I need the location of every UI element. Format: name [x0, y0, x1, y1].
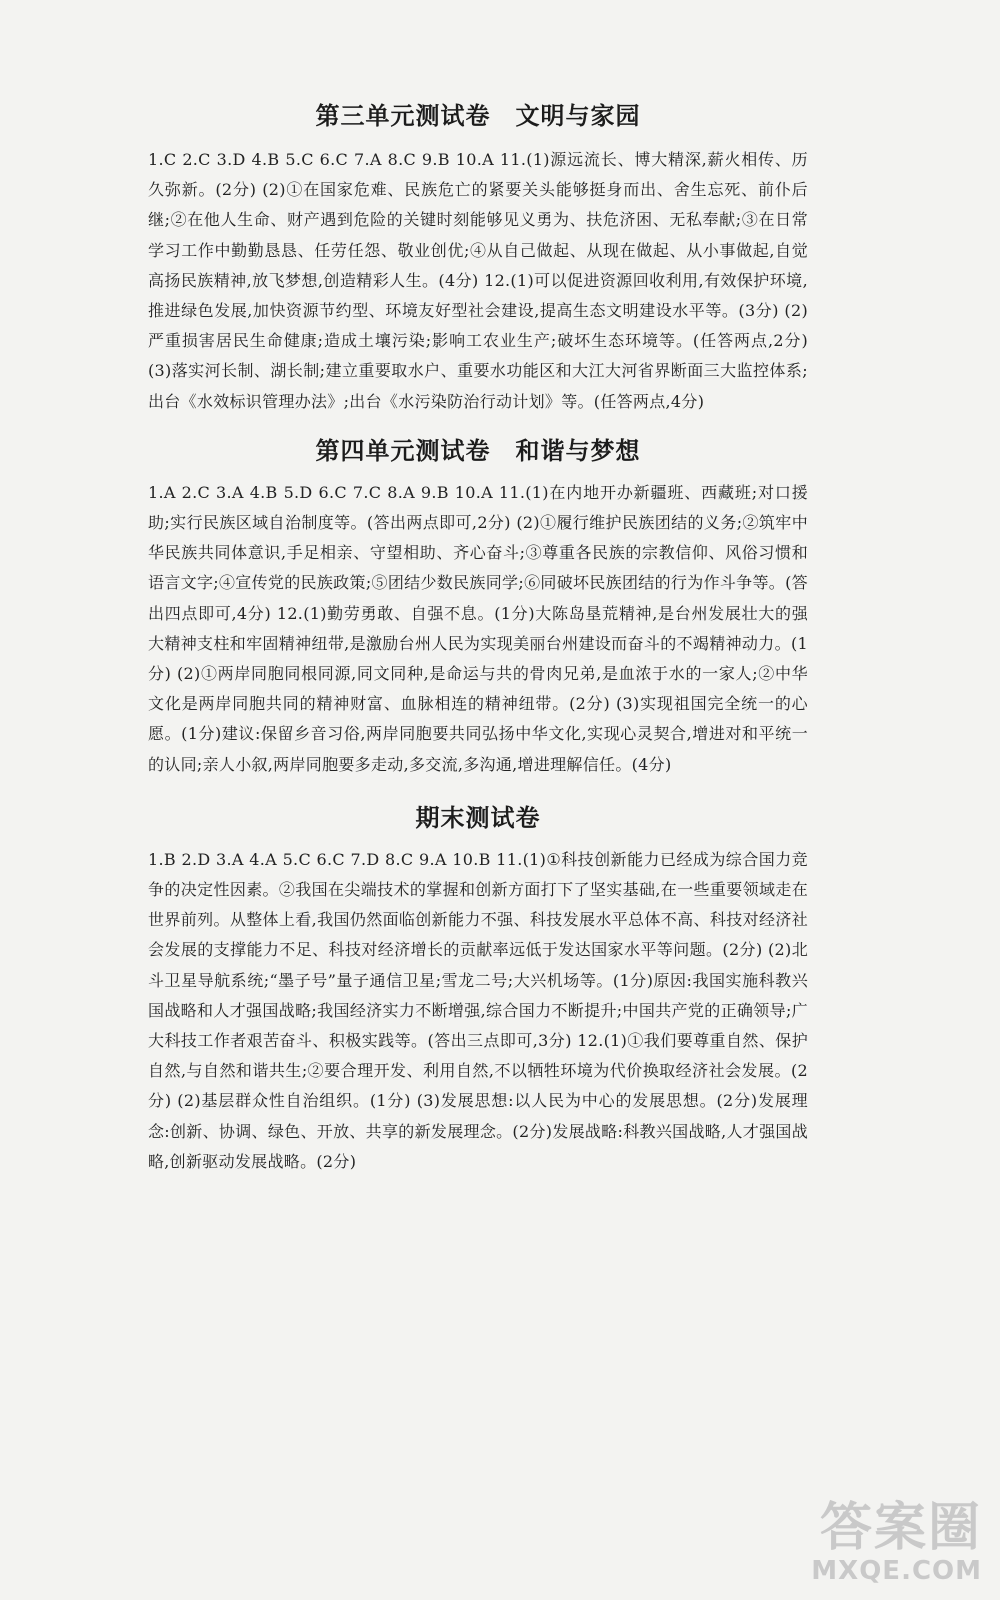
site-watermark: [811, 1500, 982, 1586]
unit-3-test-answers: 1.C 2.C 3.D 4.B 5.C 6.C 7.A 8.C 9.B 10.A 11.(1)源远流长、博大精深,薪火相传、历久弥新。(2分) (2)①在国家危难、民族危亡的紧要关头能够挺身而出、舍生忘死、前仆后继;②在他人生命、财产遇到危险的关键时刻能够见义勇为、扶危济困、无私奉献;③在日常学习工作中勤勤恳恳、任劳任怨、敬业创优;④从自己做起、从现在做起、从小事做起,自觉高扬民族精神,放飞梦想,创造精彩人生。(4分) 12.(1)可以促进资源回收利用,有效保护环境,推进绿色发展,加快资源节约型、环境友好型社会建设,提高生态文明建设水平等。(3分) (2)严重损害居民生命健康;造成土壤污染;影响工农业生产;破坏生态环境等。(任答两点,2分) (3)落实河长制、湖长制;建立重要取水户、重要水功能区和大江大河省界断面三大监控体系;出台《水效标识管理办法》;出台《水污染防治行动计划》等。(任答两点,4分): [148, 150, 808, 411]
watermark-logo-text: 答案圈: [819, 1498, 982, 1558]
final-test-title: 期末测试卷: [415, 803, 541, 832]
unit-3-test-section: [148, 96, 808, 417]
watermark-url: MXQE.COM: [811, 1556, 982, 1586]
unit-4-test-section: [148, 431, 808, 780]
final-test-section: [148, 798, 808, 1177]
answer-page: [148, 96, 808, 1177]
unit-4-test-title: 第四单元测试卷 和谐与梦想: [315, 436, 641, 465]
unit-4-test-answers: 1.A 2.C 3.A 4.B 5.D 6.C 7.C 8.A 9.B 10.A 11.(1)在内地开办新疆班、西藏班;对口援助;实行民族区域自治制度等。(答出两点即可,2分) (2)①履行维护民族团结的义务;②筑牢中华民族共同体意识,手足相亲、守望相助、齐心奋斗;③尊重各民族的宗教信仰、风俗习惯和语言文字;④宣传党的民族政策;⑤团结少数民族同学;⑥同破坏民族团结的行为作斗争等。(答出四点即可,4分) 12.(1)勤劳勇敢、自强不息。(1分)大陈岛垦荒精神,是台州发展壮大的强大精神支柱和牢固精神纽带,是激励台州人民为实现美丽台州建设而奋斗的不竭精神动力。(1分) (2)①两岸同胞同根同源,同文同种,是命运与共的骨肉兄弟,是血浓于水的一家人;②中华文化是两岸同胞共同的精神财富、血脉相连的精神纽带。(2分) (3)实现祖国完全统一的心愿。(1分)建议:保留乡音习俗,两岸同胞要共同弘扬中华文化,实现心灵契合,增进对和平统一的认同;亲人小叙,两岸同胞要多走动,多交流,多沟通,增进理解信任。(4分): [148, 482, 808, 774]
final-test-answers: 1.B 2.D 3.A 4.A 5.C 6.C 7.D 8.C 9.A 10.B 11.(1)①科技创新能力已经成为综合国力竞争的决定性因素。②我国在尖端技术的掌握和创新方面打下了坚实基础,在一些重要领域走在世界前列。从整体上看,我国仍然面临创新能力不强、科技发展水平总体不高、科技对经济社会发展的支撑能力不足、科技对经济增长的贡献率远低于发达国家水平等问题。(2分) (2)北斗卫星导航系统;“墨子号”量子通信卫星;雪龙二号;大兴机场等。(1分)原因:我国实施科教兴国战略和人才强国战略;我国经济实力不断增强,综合国力不断提升;中国共产党的正确领导;广大科技工作者艰苦奋斗、积极实践等。(答出三点即可,3分) 12.(1)①我们要尊重自然、保护自然,与自然和谐共生;②要合理开发、利用自然,不以牺牲环境为代价换取经济社会发展。(2分) (2)基层群众性自治组织。(1分) (3)发展思想:以人民为中心的发展思想。(2分)发展理念:创新、协调、绿色、开放、共享的新发展理念。(2分)发展战略:科教兴国战略,人才强国战略,创新驱动发展战略。(2分): [148, 849, 808, 1171]
unit-3-test-title: 第三单元测试卷 文明与家园: [315, 102, 641, 130]
